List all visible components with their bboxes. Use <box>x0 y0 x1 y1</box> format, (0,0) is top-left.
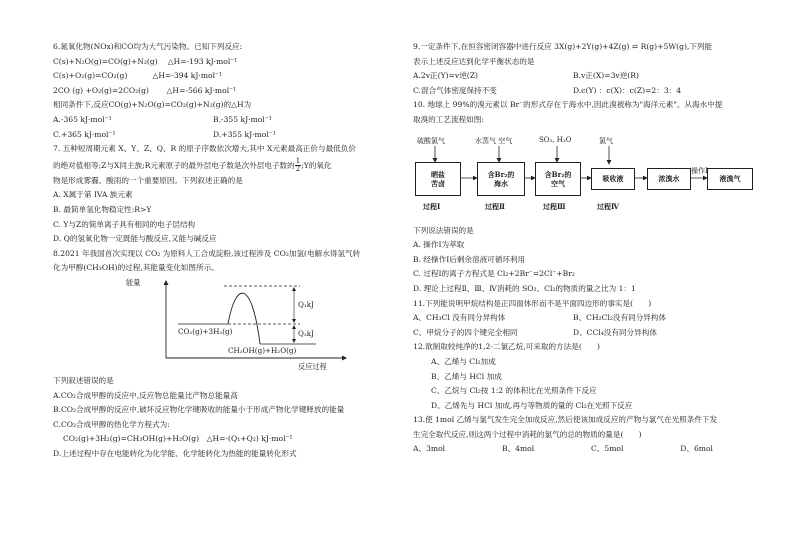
flow-stage-2: 过程Ⅱ <box>485 201 505 211</box>
flow-stage-3: 过程Ⅲ <box>543 201 566 211</box>
q11-option-c: C、甲烷分子的四个键完全相同 <box>413 327 518 337</box>
q12-option-b: B、乙烯与 HCl 加成 <box>431 371 502 381</box>
q10-option-c: C. 过程Ⅰ的离子方程式是 Cl₂+2Br⁻=2Cl⁻+Br₂ <box>413 269 575 279</box>
q8-line-1: 8.2021 年我国首次实现以 CO₂ 为原料人工合成淀粉,该过程涉及 CO₂加氢(电解水得氢气转 <box>53 248 361 258</box>
q7-option-b: B. 最简单氢化物稳定性:R>Y <box>53 204 152 214</box>
q7-line-2 <box>53 157 393 174</box>
q10-line-2: 取溴的工艺流程如图: <box>413 114 484 124</box>
q7-line-3: 物是形成雾霾、酸雨的一个重要原因。下列叙述正确的是 <box>53 175 243 185</box>
q12-stem: 12.欲制取较纯净的1,2-二氯乙烷,可采取的方法是( ) <box>413 342 600 352</box>
q8-question: 下列叙述错误的是 <box>53 375 114 385</box>
q6-option-b: B.-355 kJ·mol⁻¹ <box>213 114 272 124</box>
q11-options-row-1 <box>413 311 758 326</box>
bromine-flow-chart <box>413 134 753 220</box>
q13-line-2: 生完全取代反应,则这两个过程中消耗的氯气的总的物质的量是( ) <box>413 429 642 439</box>
flow-box-seawater: 含Br₂的 海水 <box>477 162 525 196</box>
flow-box-salt: 晒盐 苦卤 <box>415 162 461 196</box>
q8-option-d: D.上述过程中存在电能转化为化学能、化学能转化为热能的能量转化形式 <box>53 448 297 458</box>
energy-diagram <box>126 277 358 371</box>
q10-option-d: D. 理论上过程Ⅱ、Ⅲ、Ⅳ消耗的 SO₂、Cl₂的物质的量之比为 1：1 <box>413 283 636 293</box>
q6-equation-3: 2CO (g) +O₂(g)=2CO₂(g) △H=-566 kJ·mol⁻¹ <box>53 85 237 95</box>
q9-option-b: B.v正(X)=3v逆(R) <box>573 71 639 81</box>
q6-equation-2: C(s)+O₂(g)=CO₂(g) △H=-394 kJ·mol⁻¹ <box>53 71 223 81</box>
q11-stem: 11.下列能说明甲烷结构是正四面体形而不是平面四边形的事实是( ) <box>413 298 652 308</box>
flow-input-2: 水蒸气 空气 <box>475 136 513 145</box>
q9-options-row-1 <box>413 69 758 84</box>
q6-equation-1: C(s)+N₂O(g)=CO(g)+N₂(g) △H=-193 kJ·mol⁻¹ <box>53 56 238 66</box>
q13-option-b: B、4mol <box>501 444 535 454</box>
q7-option-a: A. X属于第 IVA 族元素 <box>53 190 133 200</box>
q9-option-d: D.c(Y) ：c(X)：c(Z)=2：3：4 <box>573 85 682 95</box>
q11-option-a: A、CH₃Cl 没有同分异构体 <box>413 313 506 323</box>
q10-line-1: 10. 地球上 99%的溴元素以 Br⁻的形式存在于海水中,因此溴被称为"海洋元素"。从海水中提 <box>413 100 723 110</box>
q6-option-a: A.-365 kJ·mol⁻¹ <box>53 114 112 124</box>
q6-stem: 6.氮氧化物(NOx)和CO均为大气污染物。已知下列反应: <box>53 42 243 51</box>
q10-option-a: A. 操作Ⅰ为萃取 <box>413 240 465 250</box>
flow-box-air: 含Br₂的 空气 <box>535 162 581 196</box>
q11-options-row-2 <box>413 326 758 341</box>
flow-operation-label: 操作Ⅰ <box>691 166 708 175</box>
q6-options-row-1 <box>53 113 393 128</box>
products-label: CH₃OH(g)+H₂O(g) <box>228 345 297 355</box>
energy-diagram-graphic <box>148 278 358 370</box>
q8-option-c-equation: CO₂(g)+3H₂(g)=CH₃OH(g)+H₂O(g) △H=-(Q₁+Q₂) kJ·mol⁻¹ <box>63 434 293 444</box>
left-column <box>53 40 393 461</box>
right-column <box>413 40 758 457</box>
q12-option-a: A、乙烯与 Cl₂加成 <box>431 356 496 366</box>
flow-box-bromine-water: 浓溴水 <box>647 168 691 190</box>
flow-chart-arrows <box>413 134 753 220</box>
q7-option-c: C. Y与Z的简单离子具有相同的电子层结构 <box>53 219 196 229</box>
fraction-denominator: 2 <box>295 165 301 174</box>
q10-option-b: B. 经操作Ⅰ后剩余溶液可循环利用 <box>413 254 526 264</box>
flow-input-1: 硫酸氯气 <box>417 136 445 145</box>
q6-options-row-2 <box>53 128 393 143</box>
q8-option-b: B.CO₂合成甲醇的反应中,破坏反应物化学键吸收的能量小于形成产物化学键释放的能量 <box>53 405 345 415</box>
q9-line-1: 9.一定条件下,在恒容密闭容器中进行反应 3X(g)+2Y(g)+4Z(g) ⇌ R(g)+5W(g),下列能 <box>413 42 713 51</box>
q6-option-c: C.+365 kJ·mol⁻¹ <box>53 129 116 139</box>
q12-option-d: D、乙烯先与 HCl 加成,再与等物质的量的 Cl₂在光照下反应 <box>431 400 633 410</box>
q13-option-c: C、5mol <box>591 444 624 454</box>
flow-box-absorb: 吸收液 <box>591 168 635 190</box>
flow-box-liquid-bromine: 液溴气 <box>707 168 753 190</box>
q11-option-d: D、CCl₄没有同分异构体 <box>573 327 657 337</box>
q9-line-2: 表示上述反应达到化学平衡状态的是 <box>413 56 535 66</box>
q7-line-2b: ;Y的氧化 <box>301 160 332 170</box>
q13-options <box>413 442 713 457</box>
q9-option-a: A.2v正(Y)=v逆(Z) <box>413 71 478 81</box>
flow-input-3: SO₂, H₂O <box>539 135 572 144</box>
flow-stage-4: 过程Ⅳ <box>597 201 619 211</box>
q12-option-c: C、乙烷与 Cl₂按 1:2 的体积比在光照条件下反应 <box>431 386 597 396</box>
q2-label: Q₂kJ <box>298 328 315 338</box>
q11-option-b: B、CH₂Cl₂没有同分异构体 <box>573 313 667 323</box>
q7-option-d: D. Q的氢氧化物一定既能与酸反应,又能与碱反应 <box>53 234 217 244</box>
q1-label: Q₁kJ <box>298 299 315 309</box>
fraction-numerator: 1 <box>295 157 301 166</box>
q9-option-c: C.混合气体密度保持不变 <box>413 85 497 95</box>
flow-stage-1: 过程Ⅰ <box>423 201 441 211</box>
q13-option-d: D、6mol <box>680 444 713 454</box>
reactants-label: CO₂(g)+3H₂(g) <box>178 326 233 336</box>
energy-y-axis-label: 能量 <box>126 277 141 287</box>
energy-x-axis-label: 反应过程 <box>298 361 327 371</box>
q8-option-a: A.CO₂合成甲醇的反应中,反应物总能量比产物总能量高 <box>53 390 238 400</box>
q8-option-c: C.CO₂合成甲醇的热化学方程式为: <box>53 419 170 429</box>
q6-option-d: D.+355 kJ·mol⁻¹ <box>213 129 276 139</box>
flow-input-4: 氯气 <box>599 136 613 145</box>
q10-question: 下列说法错误的是 <box>413 225 474 235</box>
q8-line-2: 化为甲醇(CH₃OH)的过程,其能量变化如图所示。 <box>53 263 219 273</box>
q7-line-2a: 的绝对值相等;Z与X同主族;R元素原子的最外层电子数是次外层电子数的 <box>53 160 295 170</box>
q13-option-a: A、3mol <box>413 444 446 454</box>
q7-line-1: 7. 五种短周期元素 X、Y、Z、Q、R 的原子序数依次增大,其中 X元素最高正价与最低负价 <box>53 144 356 154</box>
q6-question: 相同条件下,反应CO(g)+N₂O(g)=CO₂(g)+N₂(g)的△H为 <box>53 100 252 110</box>
q13-line-1: 13.使 1mol 乙烯与氯气发生完全加成反应,然后使该加成反应的产物与氯气在光照条件下发 <box>413 415 718 425</box>
q9-options-row-2 <box>413 84 758 99</box>
